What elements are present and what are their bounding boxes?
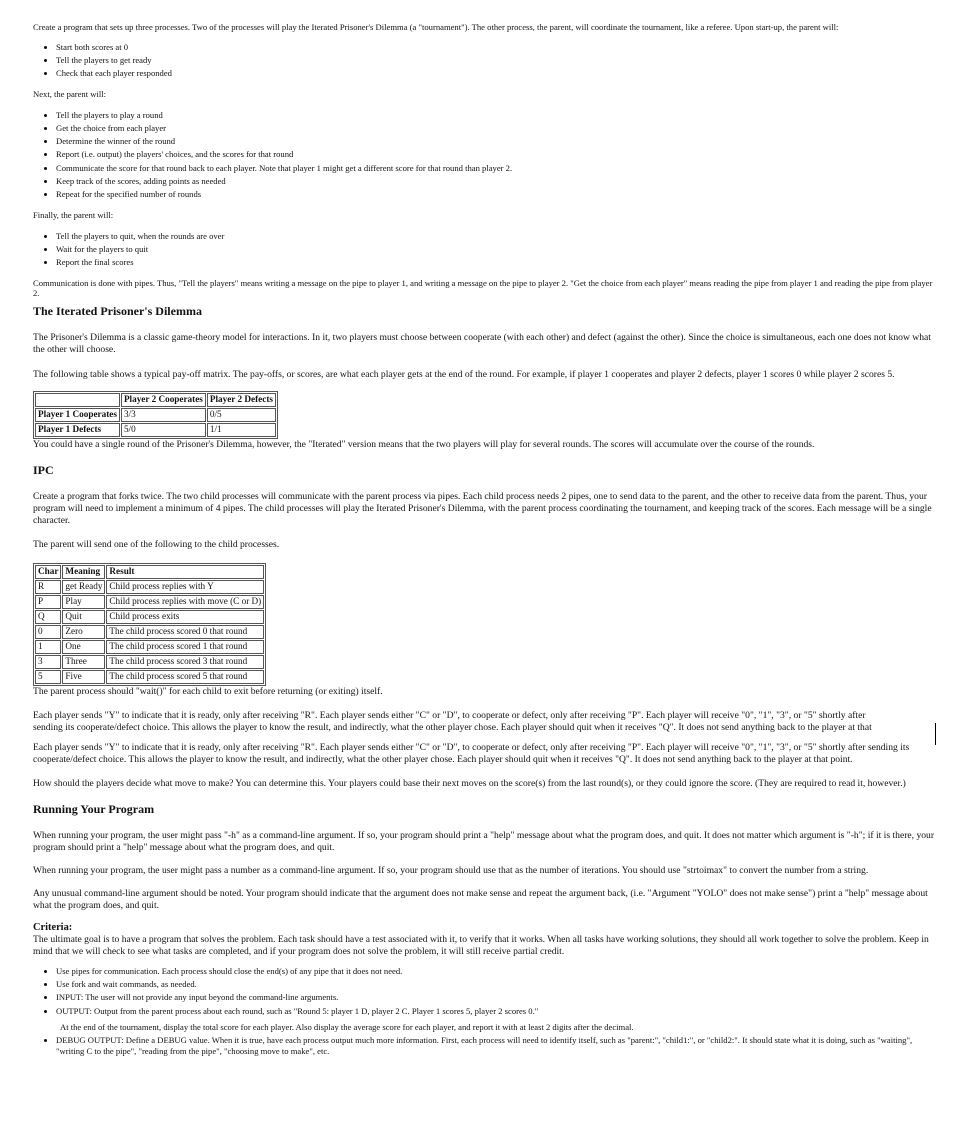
- wait-note: The parent process should "wait()" for each child to exit before returning (or exiting) itself.: [33, 686, 383, 698]
- payoff-row-label: Player 1 Cooperates: [35, 408, 120, 422]
- duplicated-editor-text: [33, 710, 938, 732]
- payoff-header-cell: Player 2 Cooperates: [121, 393, 206, 407]
- command-cell: 5: [35, 670, 61, 684]
- command-cell: 1: [35, 640, 61, 654]
- criteria-paragraph: The ultimate goal is to have a program that solves the problem. Each task should have a test associated with it, to verify that it works. When all tasks have working solutions, they should all work together to solve the problem. Keep in mind that we will check to see what tasks are completed, and if your program does not solve the problem, it will still receive partial credit.: [33, 933, 929, 957]
- command-header-cell: Char: [35, 565, 61, 579]
- command-table: [33, 563, 266, 686]
- round-item: • Communicate the score for that round back to each player. Note that player 1 might get a different score for that round than player 2.: [56, 163, 938, 174]
- debug-list: [33, 1035, 938, 1056]
- round-item: • Report (i.e. output) the players' choices, and the scores for that round: [56, 149, 938, 160]
- command-cell: The child process scored 1 that round: [106, 640, 264, 654]
- final-item: • Report the final scores: [56, 257, 938, 268]
- command-row: [35, 595, 264, 609]
- command-cell: 0: [35, 625, 61, 639]
- bottom-fade: [0, 1100, 953, 1146]
- running-paragraph-1: When running your program, the user might pass "-h" as a command-line argument. If so, your program should print a "help" message about what the program does, and quit. It does not matter which argument is "-h"; if it is there, your program should print a "help" message about what the program does, and quit.: [33, 830, 935, 853]
- command-cell: P: [35, 595, 61, 609]
- payoff-row: [35, 408, 276, 422]
- duplicated-line-cut: [33, 722, 938, 732]
- command-cell: Five: [62, 670, 105, 684]
- command-row: [35, 580, 264, 594]
- duplicated-line: sending its cooperate/defect choice. This allows the player to know the result, and indirectly, what the other player chose. Each player should quit when it receives "Q". It does not send anything back to the player at that: [33, 722, 872, 733]
- running-paragraph-2: When running your program, the user might pass a number as a command-line argument. If so, your program should use that as the number of iterations. You should use "strtoimax" to convert the number from a string.: [33, 864, 869, 876]
- dilemma-heading: The Iterated Prisoner's Dilemma: [33, 304, 202, 319]
- round-item: • Get the choice from each player: [56, 123, 938, 134]
- command-header-cell: Meaning: [62, 565, 105, 579]
- next-label: Next, the parent will:: [33, 88, 107, 99]
- command-cell: Zero: [62, 625, 105, 639]
- command-row: [35, 655, 264, 669]
- command-cell: 3: [35, 655, 61, 669]
- criteria-item: • Use fork and wait commands, as needed.: [56, 979, 938, 990]
- final-item: • Wait for the players to quit: [56, 244, 938, 255]
- dilemma-paragraph-1: The Prisoner's Dilemma is a classic game-theory model for interactions. In it, two players must choose between cooperate (with each other) and defect (against the other). Since the choice is simultaneous, each one does not know what the other will choose.: [33, 332, 931, 356]
- command-cell: Child process replies with Y: [106, 580, 264, 594]
- payoff-row-label: Player 1 Defects: [35, 423, 120, 437]
- command-row: [35, 610, 264, 624]
- startup-item: • Check that each player responded: [56, 68, 938, 79]
- round-item: • Repeat for the specified number of rounds: [56, 189, 938, 200]
- command-row: [35, 640, 264, 654]
- command-cell: Three: [62, 655, 105, 669]
- ipc-paragraph-4: How should the players decide what move to make? You can determine this. Your players could base their next moves on the score(s) from the last round(s), or they could ignore the score. (They are required to read it, however.): [33, 778, 906, 790]
- command-cell: Child process replies with move (C or D): [106, 595, 264, 609]
- command-row: [35, 670, 264, 684]
- command-row: [35, 625, 264, 639]
- command-cell: The child process scored 3 that round: [106, 655, 264, 669]
- ipc-paragraph-2: The parent will send one of the following to the child processes.: [33, 539, 280, 551]
- criteria-list: [33, 966, 938, 1016]
- debug-item: • DEBUG OUTPUT: Define a DEBUG value. When it is true, have each process output much more information. First, each process will need to identify itself, such as "parent:", "child1:", or "child2:". It should state what it is doing, such as "waiting", "writing C to the pipe", "reading from the pipe", "choosing move to make", etc.: [56, 1035, 938, 1056]
- command-cell: get Ready: [62, 580, 105, 594]
- payoff-header-cell: Player 2 Defects: [207, 393, 276, 407]
- payoff-cell: 0/5: [207, 408, 276, 422]
- payoff-cell: 5/0: [121, 423, 206, 437]
- ipc-heading: IPC: [33, 463, 54, 478]
- command-cell: Play: [62, 595, 105, 609]
- payoff-header-row: [35, 393, 276, 407]
- command-cell: The child process scored 0 that round: [106, 625, 264, 639]
- startup-item: • Start both scores at 0: [56, 42, 938, 53]
- document-page: [33, 22, 938, 1067]
- payoff-row: [35, 423, 276, 437]
- round-list: [33, 110, 938, 200]
- running-heading: Running Your Program: [33, 802, 155, 817]
- criteria-item: • OUTPUT: Output from the parent process about each round, such as "Round 5: player 1 D, player 2 C. Player 1 scores 5, player 2 scores 0.": [56, 1006, 938, 1017]
- ipc-paragraph-3: Each player sends "Y" to indicate that it is ready, only after receiving "R". Each player sends either "C" or "D", to cooperate or defect, only after receiving "P". Each player will receive "0", "1", "3", or "5" shortly after sending its cooperate/defect choice. This allows the player to know the result, and indirectly, what the other player chose. Each player should quit when it receives "Q". It does not send anything back to the player at that point.: [33, 742, 910, 766]
- final-item: • Tell the players to quit, when the rounds are over: [56, 231, 938, 242]
- payoff-header-cell: [35, 393, 120, 407]
- communication-paragraph: Communication is done with pipes. Thus, "Tell the players" means writing a message on the pipe to player 1, and writing a message on the pipe to player 2. "Get the choice from each player" means reading the pipe from player 1 and reading the pipe from player 2.: [33, 277, 933, 299]
- round-item: • Determine the winner of the round: [56, 136, 938, 147]
- final-list: [33, 231, 938, 268]
- command-header-cell: Result: [106, 565, 264, 579]
- command-cell: One: [62, 640, 105, 654]
- command-header-row: [35, 565, 264, 579]
- text-cursor: [935, 723, 936, 745]
- payoff-table: [33, 391, 278, 439]
- ipc-paragraph-1: Create a program that forks twice. The two child processes will communicate with the parent process via pipes. Each child process needs 2 pipes, one to send data to the parent, and the other to receive data from the parent. Thus, your program will need to implement a minimum of 4 pipes. The child processes will play the Iterated Prisoner's Dilemma, with the parent process coordinating the tournament, and keeping track of the scores. Each message will be a single character.: [33, 491, 932, 527]
- command-cell: Q: [35, 610, 61, 624]
- payoff-cell: 3/3: [121, 408, 206, 422]
- criteria-heading: Criteria:: [33, 921, 73, 933]
- command-cell: Child process exits: [106, 610, 264, 624]
- command-cell: R: [35, 580, 61, 594]
- command-cell: Quit: [62, 610, 105, 624]
- startup-list: [33, 42, 938, 79]
- finally-label: Finally, the parent will:: [33, 209, 114, 220]
- running-paragraph-3: Any unusual command-line argument should be noted. Your program should indicate that the argument does not make sense and repeat the argument back, (i.e. "Argument "YOLO" does not make sense") print a "help" message about what the program does, and quit.: [33, 887, 928, 911]
- criteria-item: • Use pipes for communication. Each process should close the end(s) of any pipe that it does not need.: [56, 966, 938, 977]
- iterated-note: You could have a single round of the Prisoner's Dilemma, however, the "Iterated" version means that the two players will play for several rounds. The scores will accumulate over the course of the rounds.: [33, 439, 815, 451]
- intro-paragraph: Create a program that sets up three processes. Two of the processes will play the Iterated Prisoner's Dilemma (a "tournament"). The other process, the parent, will coordinate the tournament, like a referee. Upon start-up, the parent will:: [33, 22, 839, 32]
- round-item: • Keep track of the scores, adding points as needed: [56, 176, 938, 187]
- payoff-cell: 1/1: [207, 423, 276, 437]
- round-item: • Tell the players to play a round: [56, 110, 938, 121]
- startup-item: • Tell the players to get ready: [56, 55, 938, 66]
- dilemma-paragraph-2: The following table shows a typical pay-off matrix. The pay-offs, or scores, are what each player gets at the end of the round. For example, if player 1 cooperates and player 2 defects, player 1 scores 0 while player 2 scores 5.: [33, 369, 895, 381]
- criteria-item: • INPUT: The user will not provide any input beyond the command-line arguments.: [56, 992, 938, 1003]
- tournament-note: At the end of the tournament, display the total score for each player. Also display the average score for each player, and report it with at least 2 digits after the decimal.: [60, 1022, 634, 1033]
- command-cell: The child process scored 5 that round: [106, 670, 264, 684]
- duplicated-line: Each player sends "Y" to indicate that it is ready, only after receiving "R". Each player sends either "C" or "D", to cooperate or defect, only after receiving "P". Each player will receive "0", "1", "3", or "5" shortly after: [33, 710, 866, 722]
